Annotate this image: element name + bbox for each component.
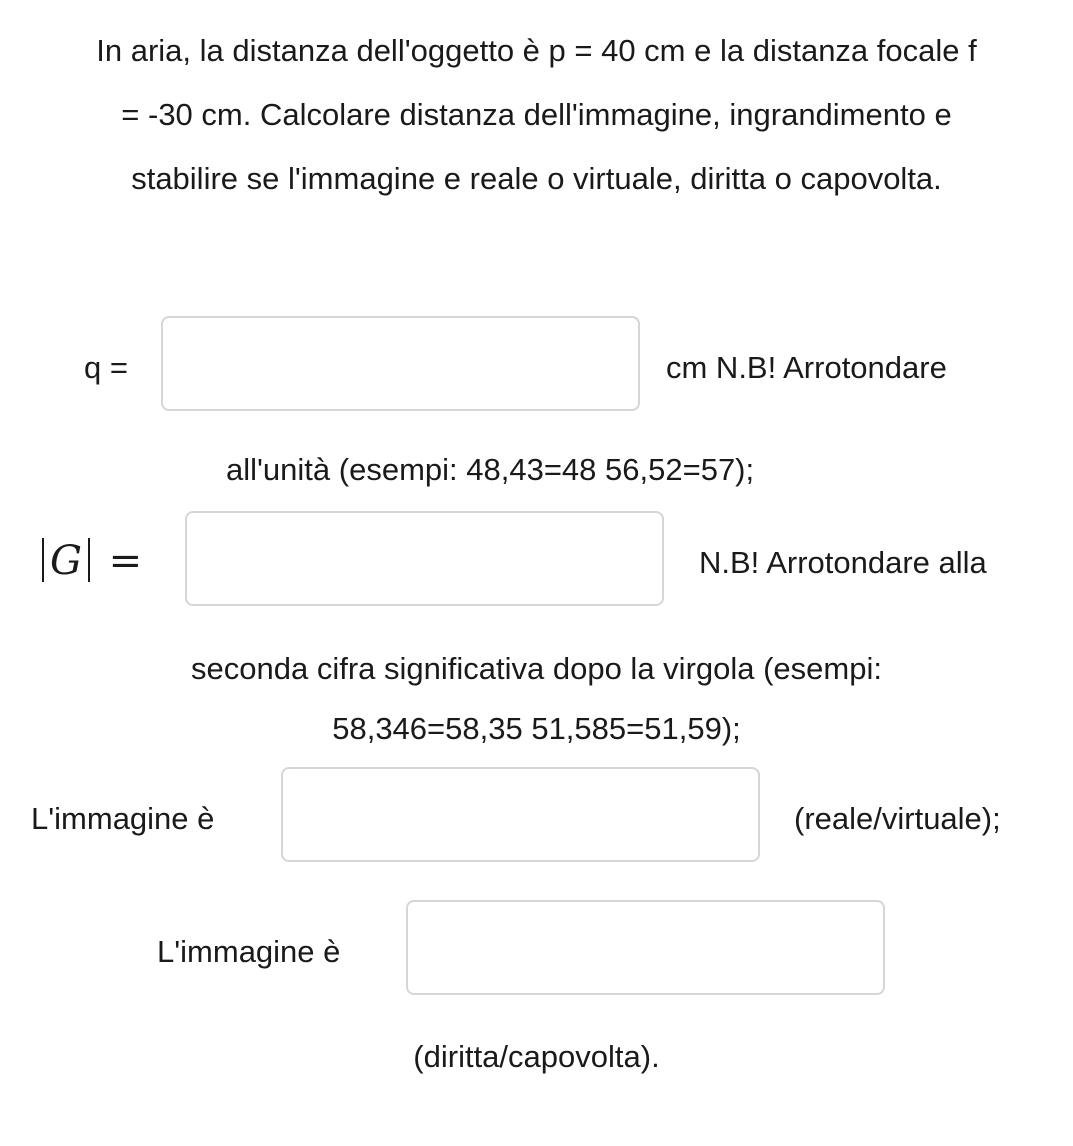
q-rounding-examples: all'unità (esempi: 48,43=48 56,52=57); xyxy=(226,452,755,487)
q-input[interactable] xyxy=(161,316,640,411)
q-label: q = xyxy=(84,350,128,385)
problem-line-2: = -30 cm. Calcolare distanza dell'immagine, ingrandimento e xyxy=(121,97,952,132)
type-label: L'immagine è xyxy=(31,801,215,836)
q-rounding-note: cm N.B! Arrotondare xyxy=(666,350,947,385)
problem-line-3: stabilire se l'immagine e reale o virtuale, diritta o capovolta. xyxy=(131,161,942,196)
abs-bar-right xyxy=(88,538,90,582)
orientation-label: L'immagine è xyxy=(157,934,341,969)
abs-bar-left xyxy=(42,538,44,582)
real-virtual-input[interactable] xyxy=(281,767,760,862)
upright-inverted-input[interactable] xyxy=(406,900,885,995)
real-virtual-hint: (reale/virtuale); xyxy=(794,801,1001,836)
g-label xyxy=(36,538,142,583)
upright-inverted-hint: (diritta/capovolta). xyxy=(413,1039,660,1074)
g-rounding-note-cont: seconda cifra significativa dopo la virgola (esempi: xyxy=(191,651,882,686)
g-rounding-examples: 58,346=58,35 51,585=51,59); xyxy=(332,711,741,746)
g-variable: G xyxy=(50,538,82,584)
problem-line-1: In aria, la distanza dell'oggetto è p = 40 cm e la distanza focale f xyxy=(96,33,977,68)
g-input[interactable] xyxy=(185,511,664,606)
g-equals: = xyxy=(108,538,143,584)
g-rounding-note: N.B! Arrotondare alla xyxy=(699,545,987,580)
